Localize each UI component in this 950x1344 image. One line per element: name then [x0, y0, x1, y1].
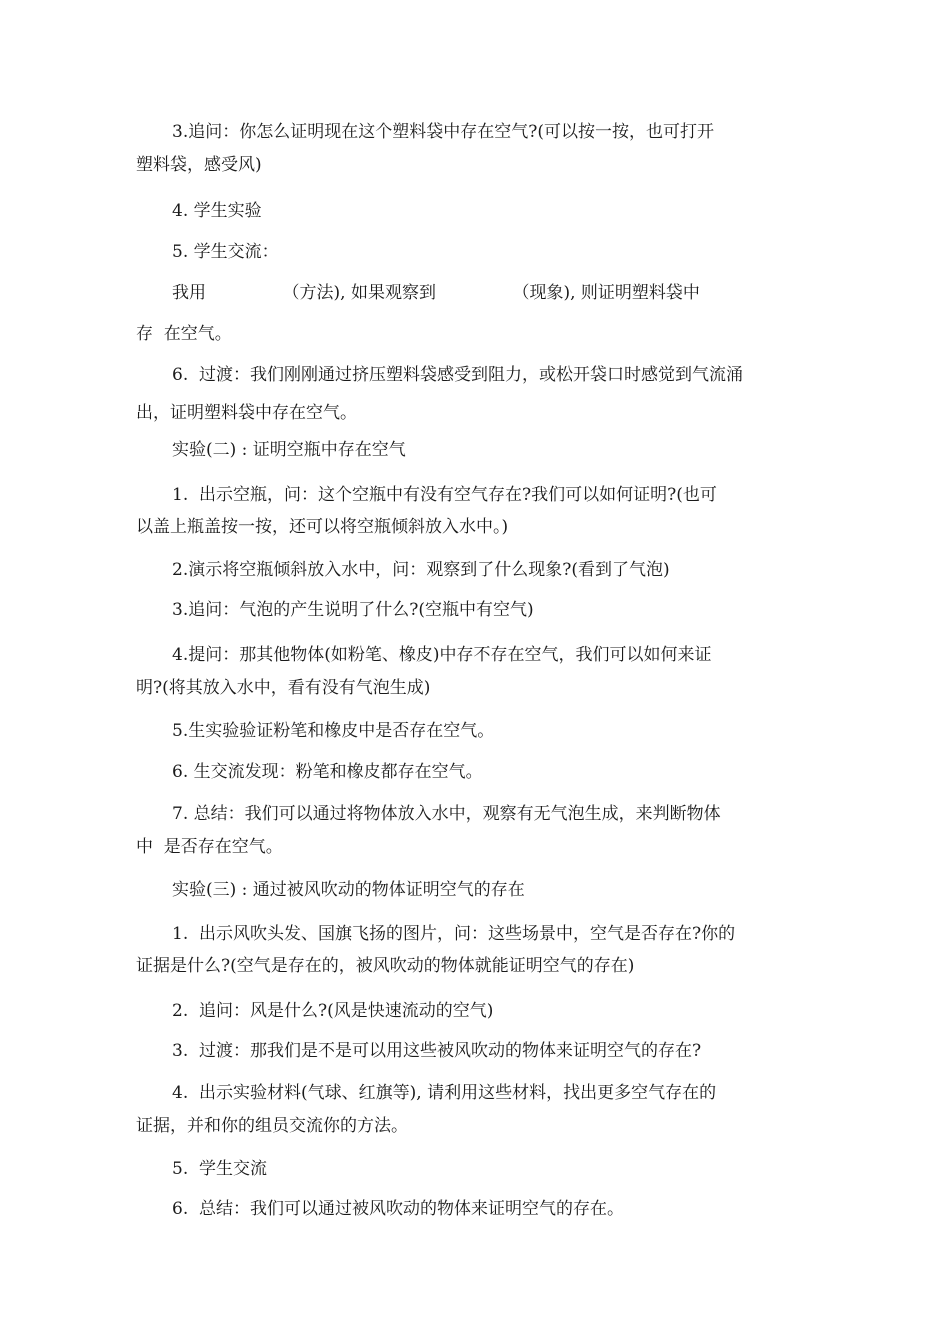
paragraph-line: 中 是否存在空气。 [136, 837, 283, 857]
paragraph-line: 3.追问：你怎么证明现在这个塑料袋中存在空气?(可以按一按，也可打开 [172, 122, 714, 142]
paragraph-line: 出，证明塑料袋中存在空气。 [136, 403, 357, 423]
paragraph-line: 以盖上瓶盖按一按，还可以将空瓶倾斜放入水中。) [136, 517, 509, 537]
section-heading: 实验(三) : 通过被风吹动的物体证明空气的存在 [172, 880, 525, 900]
paragraph-line: 5. 学生交流： [172, 242, 279, 262]
paragraph-line: 6. 总结：我们可以通过被风吹动的物体来证明空气的存在。 [172, 1199, 625, 1219]
section-heading: 实验(二) : 证明空瓶中存在空气 [172, 440, 406, 460]
paragraph-line: 3.追问：气泡的产生说明了什么?(空瓶中有空气) [172, 600, 534, 620]
paragraph-line: 7. 总结：我们可以通过将物体放入水中，观察有无气泡生成，来判断物体 [172, 804, 721, 824]
paragraph-line: 存 在空气。 [136, 324, 232, 344]
paragraph-line: 1. 出示空瓶，问：这个空瓶中有没有空气存在?我们可以如何证明?(也可 [172, 485, 717, 505]
paragraph-line: 6. 过渡：我们刚刚通过挤压塑料袋感受到阻力，或松开袋口时感觉到气流涌 [172, 365, 744, 385]
paragraph-line: 4. 学生实验 [172, 201, 262, 221]
paragraph-line: 我用 （方法), 如果观察到 （现象), 则证明塑料袋中 [172, 283, 700, 303]
paragraph-line: 证据是什么?(空气是存在的，被风吹动的物体就能证明空气的存在) [136, 956, 635, 976]
paragraph-line: 6. 生交流发现：粉笔和橡皮都存在空气。 [172, 762, 483, 782]
paragraph-line: 证据，并和你的组员交流你的方法。 [136, 1116, 408, 1136]
paragraph-line: 塑料袋，感受风) [136, 155, 262, 175]
paragraph-line: 明?(将其放入水中，看有没有气泡生成) [136, 678, 431, 698]
paragraph-line: 4.提问：那其他物体(如粉笔、橡皮)中存不存在空气，我们可以如何来证 [172, 645, 712, 665]
paragraph-line: 2.演示将空瓶倾斜放入水中，问：观察到了什么现象?(看到了气泡) [172, 560, 670, 580]
paragraph-line: 4. 出示实验材料(气球、红旗等), 请利用这些材料，找出更多空气存在的 [172, 1083, 717, 1103]
paragraph-line: 2. 追问：风是什么?(风是快速流动的空气) [172, 1001, 494, 1021]
paragraph-line: 3. 过渡：那我们是不是可以用这些被风吹动的物体来证明空气的存在? [172, 1041, 702, 1061]
paragraph-line: 5. 学生交流 [172, 1159, 268, 1179]
paragraph-line: 1. 出示风吹头发、国旗飞扬的图片，问：这些场景中，空气是否存在?你的 [172, 924, 736, 944]
paragraph-line: 5.生实验验证粉笔和橡皮中是否存在空气。 [172, 721, 495, 741]
